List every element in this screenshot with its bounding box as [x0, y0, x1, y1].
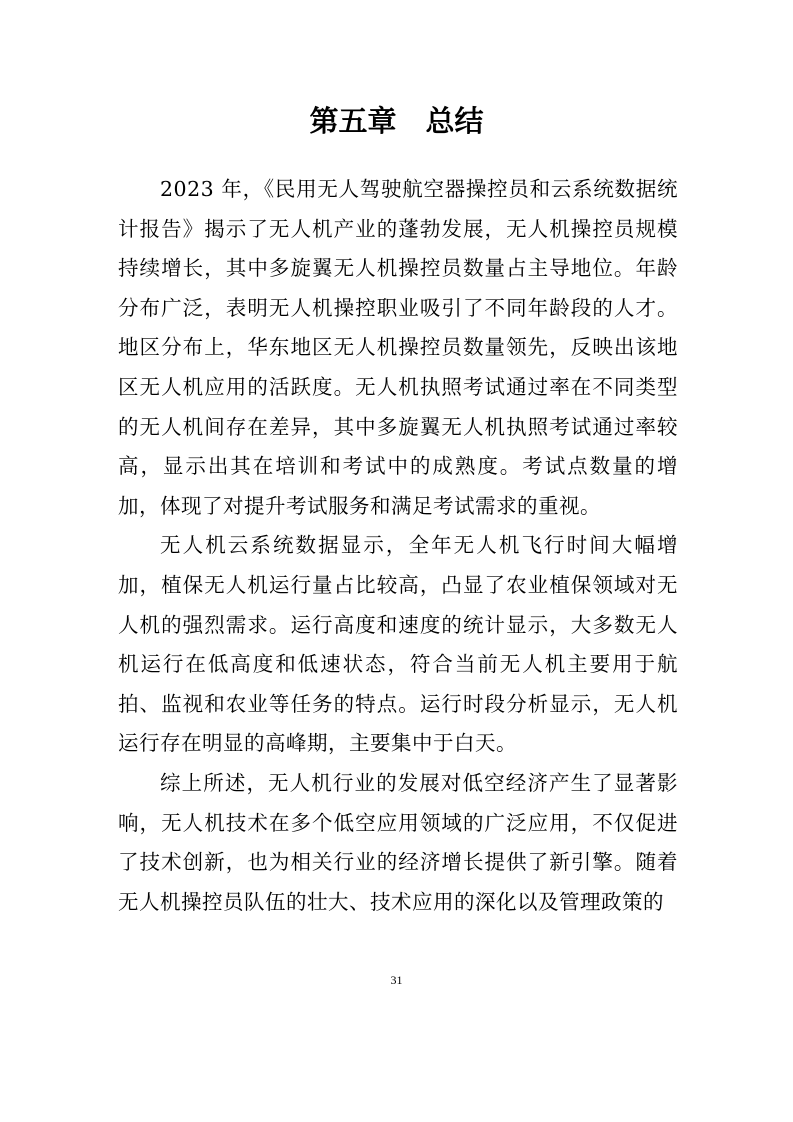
paragraph-3: 综上所述，无人机行业的发展对低空经济产生了显著影响，无人机技术在多个低空应用领域的广泛应用，不仅促进了技术创新，也为相关行业的经济增长提供了新引擎。随着无人机操控员队伍的壮大、技术应用的深化以及管理政策的	[118, 770, 678, 914]
chapter-title: 第五章 总结	[309, 104, 484, 138]
page-number: 31	[390, 973, 403, 987]
body-text	[118, 170, 678, 922]
paragraph-1: 2023 年，《民用无人驾驶航空器操控员和云系统数据统计报告》揭示了无人机产业的蓬勃发展，无人机操控员规模持续增长，其中多旋翼无人机操控员数量占主导地位。年龄分布广泛，表明无人机操控职业吸引了不同年龄段的人才。地区分布上，华东地区无人机操控员数量领先，反映出该地区无人机应用的活跃度。无人机执照考试通过率在不同类型的无人机间存在差异，其中多旋翼无人机执照考试通过率较高，显示出其在培训和考试中的成熟度。考试点数量的增加，体现了对提升考试服务和满足考试需求的重视。	[118, 177, 678, 518]
paragraph-2: 无人机云系统数据显示，全年无人机飞行时间大幅增加，植保无人机运行量占比较高，凸显了农业植保领域对无人机的强烈需求。运行高度和速度的统计显示，大多数无人机运行在低高度和低速状态，符合当前无人机主要用于航拍、监视和农业等任务的特点。运行时段分析显示，无人机运行存在明显的高峰期，主要集中于白天。	[118, 533, 678, 756]
